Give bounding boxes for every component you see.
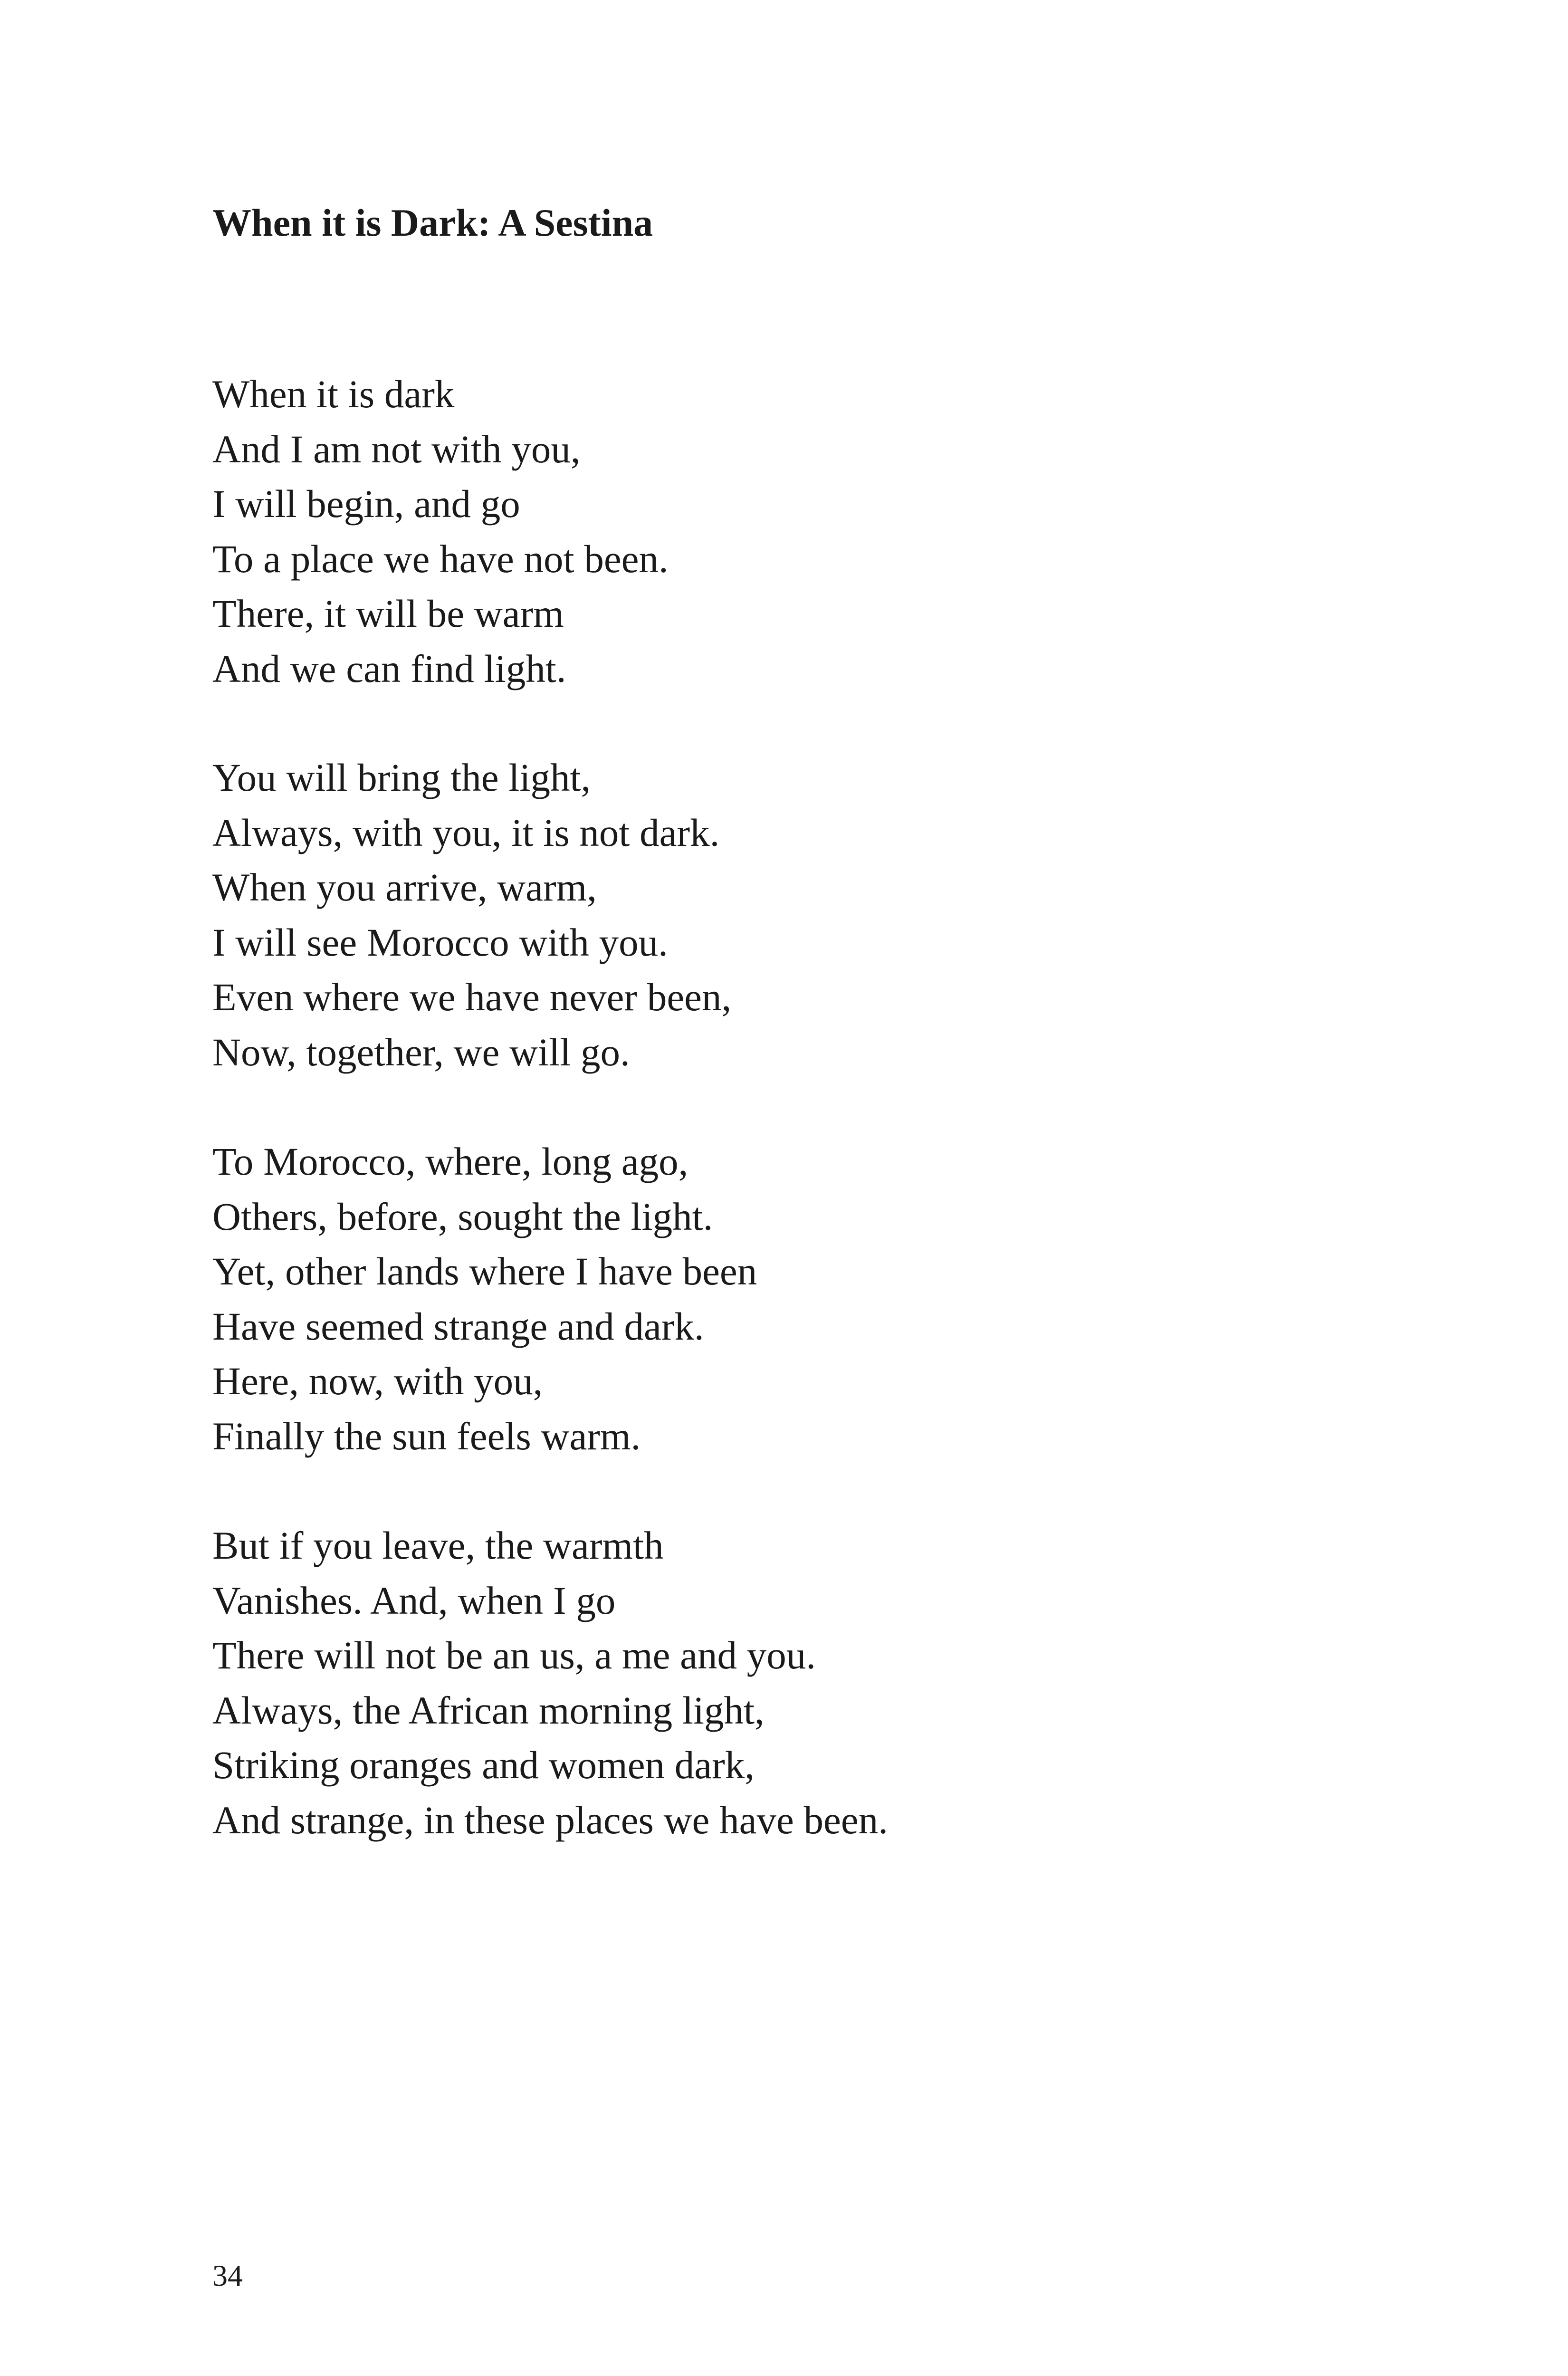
poem-line: Now, together, we will go. <box>212 1030 630 1074</box>
poem-line: Striking oranges and women dark, <box>212 1743 755 1787</box>
poem-line: There, it will be warm <box>212 592 564 635</box>
poem-line: Vanishes. And, when I go <box>212 1578 616 1622</box>
poem-line: Finally the sun feels warm. <box>212 1414 641 1458</box>
poem-line: Always, with you, it is not dark. <box>212 810 720 854</box>
stanza-1 <box>212 367 669 696</box>
page-number: 34 <box>212 2259 243 2292</box>
poem-line: Here, now, with you, <box>212 1359 543 1403</box>
poem-line: You will bring the light, <box>212 756 591 799</box>
poem-line: There will not be an us, a me and you. <box>212 1633 816 1677</box>
poem-line: Yet, other lands where I have been <box>212 1249 757 1293</box>
poem-line: Always, the African morning light, <box>212 1688 765 1732</box>
poem-line: And strange, in these places we have been. <box>212 1798 888 1842</box>
stanza-2 <box>212 750 731 1080</box>
poem-line: And I am not with you, <box>212 427 581 471</box>
stanza-3 <box>212 1134 757 1464</box>
poem-line: Others, before, sought the light. <box>212 1194 713 1238</box>
poem-line: To a place we have not been. <box>212 537 669 581</box>
poem-line: When it is dark <box>212 372 455 416</box>
poem-line: But if you leave, the warmth <box>212 1523 664 1567</box>
poem-line: Even where we have never been, <box>212 975 732 1019</box>
poem-line: I will see Morocco with you. <box>212 920 668 964</box>
poem-line: I will begin, and go <box>212 482 520 526</box>
poem-title: When it is Dark: A Sestina <box>212 201 653 244</box>
poem-line: When you arrive, warm, <box>212 865 597 909</box>
stanza-4 <box>212 1518 888 1848</box>
poem-line: To Morocco, where, long ago, <box>212 1140 688 1183</box>
poem-line: And we can find light. <box>212 646 566 690</box>
poem-line: Have seemed strange and dark. <box>212 1304 704 1348</box>
